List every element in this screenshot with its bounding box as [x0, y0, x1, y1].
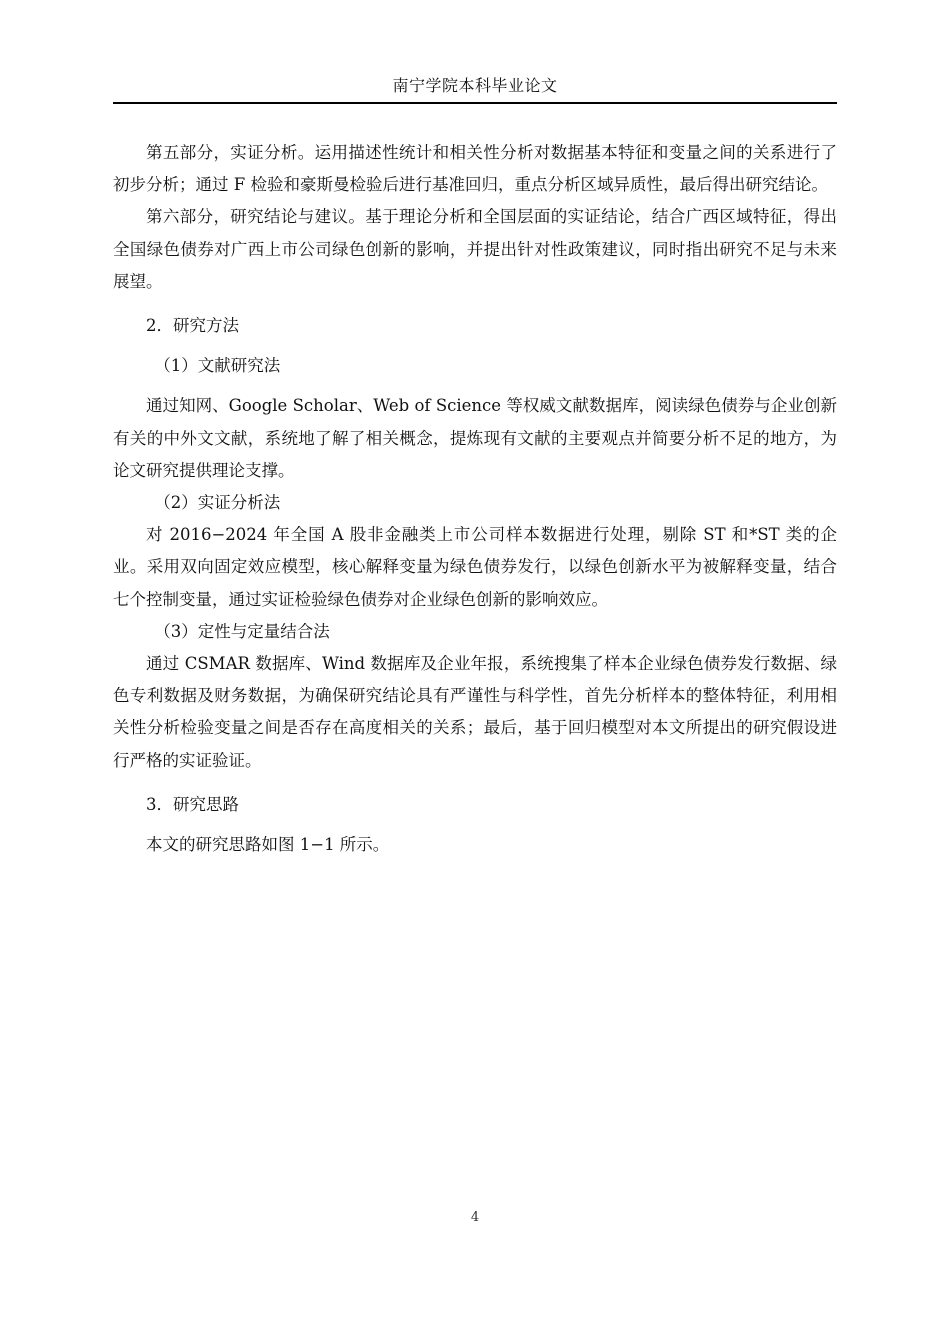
document-body: [113, 137, 837, 861]
section-heading-research-approach: 3．研究思路: [146, 794, 239, 814]
paragraph-combined-method: 通过 CSMAR 数据库、Wind 数据库及企业年报，系统搜集了样本企业绿色债券发行数据、绿色专利数据及财务数据，为确保研究结论具有严谨性与科学性，首先分析样本的整体特征，利用相关性分析检验变量之间是否存在高度相关的关系；最后，基于回归模型对本文所提出的研究假设进行严格的实证验证。: [113, 654, 837, 770]
page-header: 南宁学院本科毕业论文: [113, 70, 837, 104]
paragraph-part-six: 第六部分，研究结论与建议。基于理论分析和全国层面的实证结论，结合广西区域特征，得出全国绿色债券对广西上市公司绿色创新的影响，并提出针对性政策建议，同时指出研究不足与未来展望。: [113, 207, 837, 291]
subheading-literature-method: （1）文献研究法: [154, 356, 281, 376]
subheading-combined-method: （3）定性与定量结合法: [154, 621, 330, 641]
paragraph-part-five: 第五部分，实证分析。运用描述性统计和相关性分析对数据基本特征和变量之间的关系进行了初步分析；通过 F 检验和豪斯曼检验后进行基准回归，重点分析区域异质性，最后得出研究结论。: [113, 143, 837, 195]
paragraph-research-approach: 本文的研究思路如图 1−1 所示。: [146, 835, 390, 855]
section-heading-research-methods: 2．研究方法: [146, 316, 239, 336]
page-number: 4: [470, 1210, 480, 1225]
subheading-empirical-method: （2）实证分析法: [154, 493, 281, 513]
paragraph-literature-method: 通过知网、Google Scholar、Web of Science 等权威文献数据库，阅读绿色债券与企业创新有关的中外文文献，系统地了解了相关概念，提炼现有文献的主要观点并简要分析不足的地方，为论文研究提供理论支撑。: [113, 396, 837, 480]
paragraph-empirical-method: 对 2016−2024 年全国 A 股非金融类上市公司样本数据进行处理，剔除 ST 和*ST 类的企业。采用双向固定效应模型，核心解释变量为绿色债券发行，以绿色创新水平为被解释变量，结合七个控制变量，通过实证检验绿色债券对企业绿色创新的影响效应。: [113, 525, 837, 609]
